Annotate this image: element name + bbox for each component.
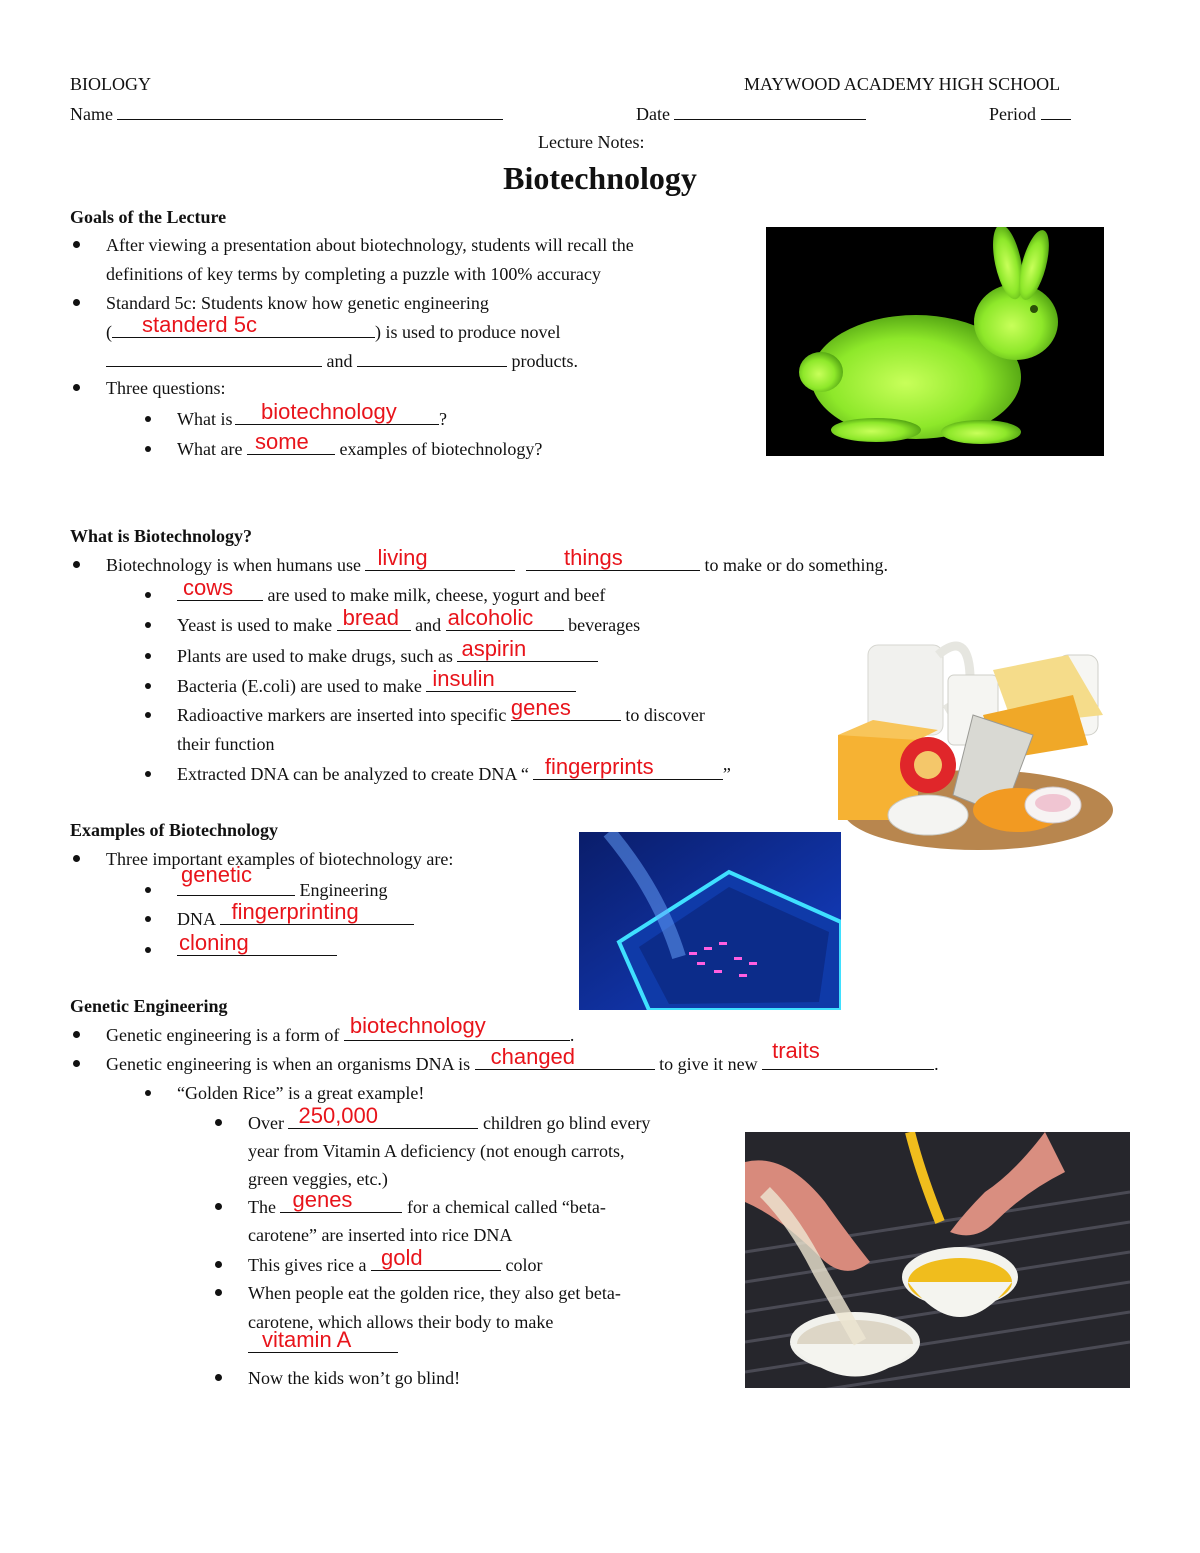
paren: ( (106, 322, 112, 342)
sub-bullet (145, 1090, 151, 1096)
yeast-and: and (415, 615, 442, 635)
wi-post: to make or do something. (704, 555, 888, 575)
and-word: and (326, 351, 353, 371)
sub-bullet (145, 916, 151, 922)
answer-things: things (563, 545, 623, 570)
bullet (73, 1031, 80, 1038)
date-label: Date (636, 104, 670, 124)
cows-post: are used to make milk, cheese, yogurt and beef (267, 585, 606, 605)
bread-blank[interactable] (337, 605, 411, 631)
goal-2-line-3 (106, 350, 578, 372)
rice-point-2 (248, 1187, 606, 1218)
school-name: MAYWOOD ACADEMY HIGH SCHOOL (744, 74, 1061, 94)
aspirin-blank[interactable] (457, 636, 598, 662)
answer-living: living (377, 545, 428, 570)
goal-2-after: ) is used to produce novel (375, 322, 561, 342)
g1-post: children go blind every (482, 1113, 651, 1133)
answer-traits: traits (772, 1038, 820, 1063)
goal-1-line-2: definitions of key terms by completing a puzzle with 100% accuracy (106, 264, 601, 284)
question-1 (177, 399, 447, 430)
dna-pre: Extracted DNA can be analyzed to create DNA “ (177, 764, 529, 784)
what-is-heading: What is Biotechnology? (70, 526, 253, 546)
novel-blank-1[interactable] (106, 350, 322, 367)
q1-post: ? (439, 409, 447, 429)
traits-blank[interactable] (762, 1038, 934, 1070)
g2-post: for a chemical called “beta- (406, 1197, 606, 1217)
genetic-blank[interactable] (177, 862, 295, 896)
q2-post: examples of biotechnology? (339, 439, 543, 459)
example-3 (177, 930, 337, 961)
question-2 (177, 429, 543, 460)
g3-post: color (505, 1255, 543, 1275)
bullet (73, 384, 80, 391)
sub-bullet (145, 771, 151, 777)
cows-line (177, 575, 606, 606)
rice-point-3 (248, 1245, 543, 1276)
answer-vitamin-a: vitamin A (262, 1327, 352, 1352)
answer-aspirin: aspirin (461, 636, 527, 661)
rice-point-1-line-2: year from Vitamin A deficiency (not enough carrots, (248, 1141, 625, 1161)
plants-pre: Plants are used to make drugs, such as (177, 646, 453, 666)
goal-2-line-2 (106, 312, 561, 343)
g3-pre: This gives rice a (248, 1255, 367, 1275)
sub-bullet (145, 887, 151, 893)
bullet (215, 1261, 222, 1268)
rice-point-4: When people eat the golden rice, they also get beta- (248, 1283, 621, 1303)
rice-point-4-line-2: carotene, which allows their body to make (248, 1312, 554, 1332)
bacteria-pre: Bacteria (E.coli) are used to make (177, 676, 422, 696)
sub-bullet (145, 683, 151, 689)
living-blank[interactable] (365, 545, 515, 571)
markers-line (177, 695, 705, 726)
bullet (73, 241, 80, 248)
rice-point-5: Now the kids won’t go blind! (248, 1368, 461, 1388)
dna-line (177, 754, 731, 785)
rice-point-2-line-2: carotene” are inserted into rice DNA (248, 1225, 513, 1245)
g1-pre: Over (248, 1113, 284, 1133)
plants-line (177, 636, 598, 667)
answer-form-biotechnology: biotechnology (349, 1013, 486, 1038)
examples-heading: Examples of Biotechnology (70, 820, 279, 840)
markers-line-2: their function (177, 734, 275, 754)
changed-blank[interactable] (475, 1044, 655, 1070)
bullet (215, 1289, 222, 1296)
answer-insulin: insulin (432, 666, 495, 691)
gl2-mid: to give it new (659, 1054, 758, 1074)
q1-blank[interactable] (235, 399, 439, 425)
wi-pre: Biotechnology is when humans use (106, 555, 361, 575)
genes-blank-1[interactable] (510, 695, 621, 721)
things-blank[interactable] (526, 545, 700, 571)
alcoholic-blank[interactable] (446, 605, 564, 631)
goals-heading: Goals of the Lecture (70, 207, 227, 227)
bacteria-line (177, 666, 576, 697)
answer-cows: cows (183, 575, 234, 600)
children-blank[interactable] (288, 1103, 478, 1129)
fingerprinting-blank[interactable] (220, 899, 414, 925)
goal-1-line-1: After viewing a presentation about biotechnology, students will recall the (106, 235, 634, 255)
glowing-rabbit-image (766, 227, 1104, 456)
gl1-pre: Genetic engineering is a form of (106, 1025, 340, 1045)
answer-gold: gold (380, 1245, 423, 1270)
date-field[interactable] (636, 103, 866, 125)
rice-point-1-line-3: green veggies, etc.) (248, 1169, 388, 1189)
bullet (73, 855, 80, 862)
yeast-line (177, 605, 641, 636)
markers-pre: Radioactive markers are inserted into specific (177, 705, 507, 725)
form-blank[interactable] (344, 1013, 570, 1041)
answer-alcoholic: alcoholic (447, 605, 534, 630)
example-1 (177, 862, 388, 901)
bullet (73, 1060, 80, 1067)
answer-250000: 250,000 (298, 1103, 379, 1128)
sub-bullet (145, 653, 151, 659)
sub-bullet (145, 416, 151, 422)
sub-bullet (145, 712, 151, 718)
example-2 (177, 899, 414, 930)
gl2-pre: Genetic engineering is when an organisms DNA is (106, 1054, 471, 1074)
answer-changed: changed (490, 1044, 576, 1069)
yeast-pre: Yeast is used to make (177, 615, 333, 635)
sub-bullet (145, 592, 151, 598)
page-title: Biotechnology (503, 160, 697, 196)
dna-gel-image (579, 832, 841, 1010)
answer-cloning: cloning (179, 930, 249, 955)
answer-genes-2: genes (292, 1187, 353, 1212)
rice-point-4-line-3 (248, 1327, 398, 1358)
subject-label: BIOLOGY (70, 74, 151, 94)
bullet (73, 561, 80, 568)
answer-genetic: genetic (181, 862, 252, 887)
bullet (73, 299, 80, 306)
sub-bullet (145, 446, 151, 452)
rice-point-1 (248, 1103, 651, 1134)
what-is-line (106, 545, 888, 576)
goal-2-line-1: Standard 5c: Students know how genetic engineering (106, 293, 489, 313)
date-blank[interactable] (674, 103, 866, 120)
genetic-heading: Genetic Engineering (70, 996, 228, 1016)
genes-blank-2[interactable] (280, 1187, 402, 1213)
q1-pre: What is (177, 409, 233, 429)
q2-blank[interactable] (247, 429, 335, 455)
dairy-products-image (833, 625, 1123, 855)
golden-rice-line: “Golden Rice” is a great example! (177, 1083, 425, 1103)
answer-fingerprinting: fingerprinting (231, 899, 359, 924)
lecture-label: Lecture Notes: (538, 132, 645, 152)
gl2-post: . (934, 1054, 939, 1074)
name-label: Name (70, 104, 113, 124)
cows-blank[interactable] (177, 575, 263, 601)
q2-pre: What are (177, 439, 243, 459)
markers-post: to discover (625, 705, 705, 725)
answer-biotechnology: biotechnology (261, 399, 397, 424)
answer-genes: genes (510, 695, 571, 720)
examples-line: Three important examples of biotechnology are: (106, 849, 454, 869)
answer-standard: standerd 5c (142, 312, 257, 337)
g2-pre: The (248, 1197, 276, 1217)
bullet (215, 1119, 222, 1126)
name-field[interactable] (70, 103, 503, 125)
answer-bread: bread (342, 605, 399, 630)
cloning-blank[interactable] (177, 930, 337, 956)
dna-post: ” (722, 764, 731, 784)
period-blank[interactable] (1041, 103, 1071, 120)
novel-blank-2[interactable] (357, 350, 507, 367)
answer-fingerprints: fingerprints (544, 754, 654, 779)
bullet (215, 1203, 222, 1210)
vitamin-blank[interactable] (248, 1327, 398, 1353)
yeast-post: beverages (568, 615, 641, 635)
sub-bullet (145, 947, 151, 953)
insulin-blank[interactable] (426, 666, 576, 692)
bullet (215, 1374, 222, 1381)
fingerprints-blank[interactable] (533, 754, 723, 780)
example-1-post: Engineering (299, 880, 388, 900)
products-word: products. (511, 351, 578, 371)
goal-3: Three questions: (106, 378, 226, 398)
genetic-line-2 (106, 1038, 939, 1075)
sub-bullet (145, 622, 151, 628)
gl1-post: . (569, 1025, 575, 1045)
genetic-line-1 (106, 1013, 575, 1046)
standard-blank[interactable] (112, 312, 375, 338)
answer-some: some (254, 429, 309, 454)
golden-rice-image (745, 1132, 1130, 1388)
period-field[interactable] (989, 103, 1071, 125)
gold-blank[interactable] (371, 1245, 501, 1271)
example-2-pre: DNA (177, 909, 216, 929)
name-blank[interactable] (117, 103, 503, 120)
period-label: Period (989, 104, 1036, 124)
